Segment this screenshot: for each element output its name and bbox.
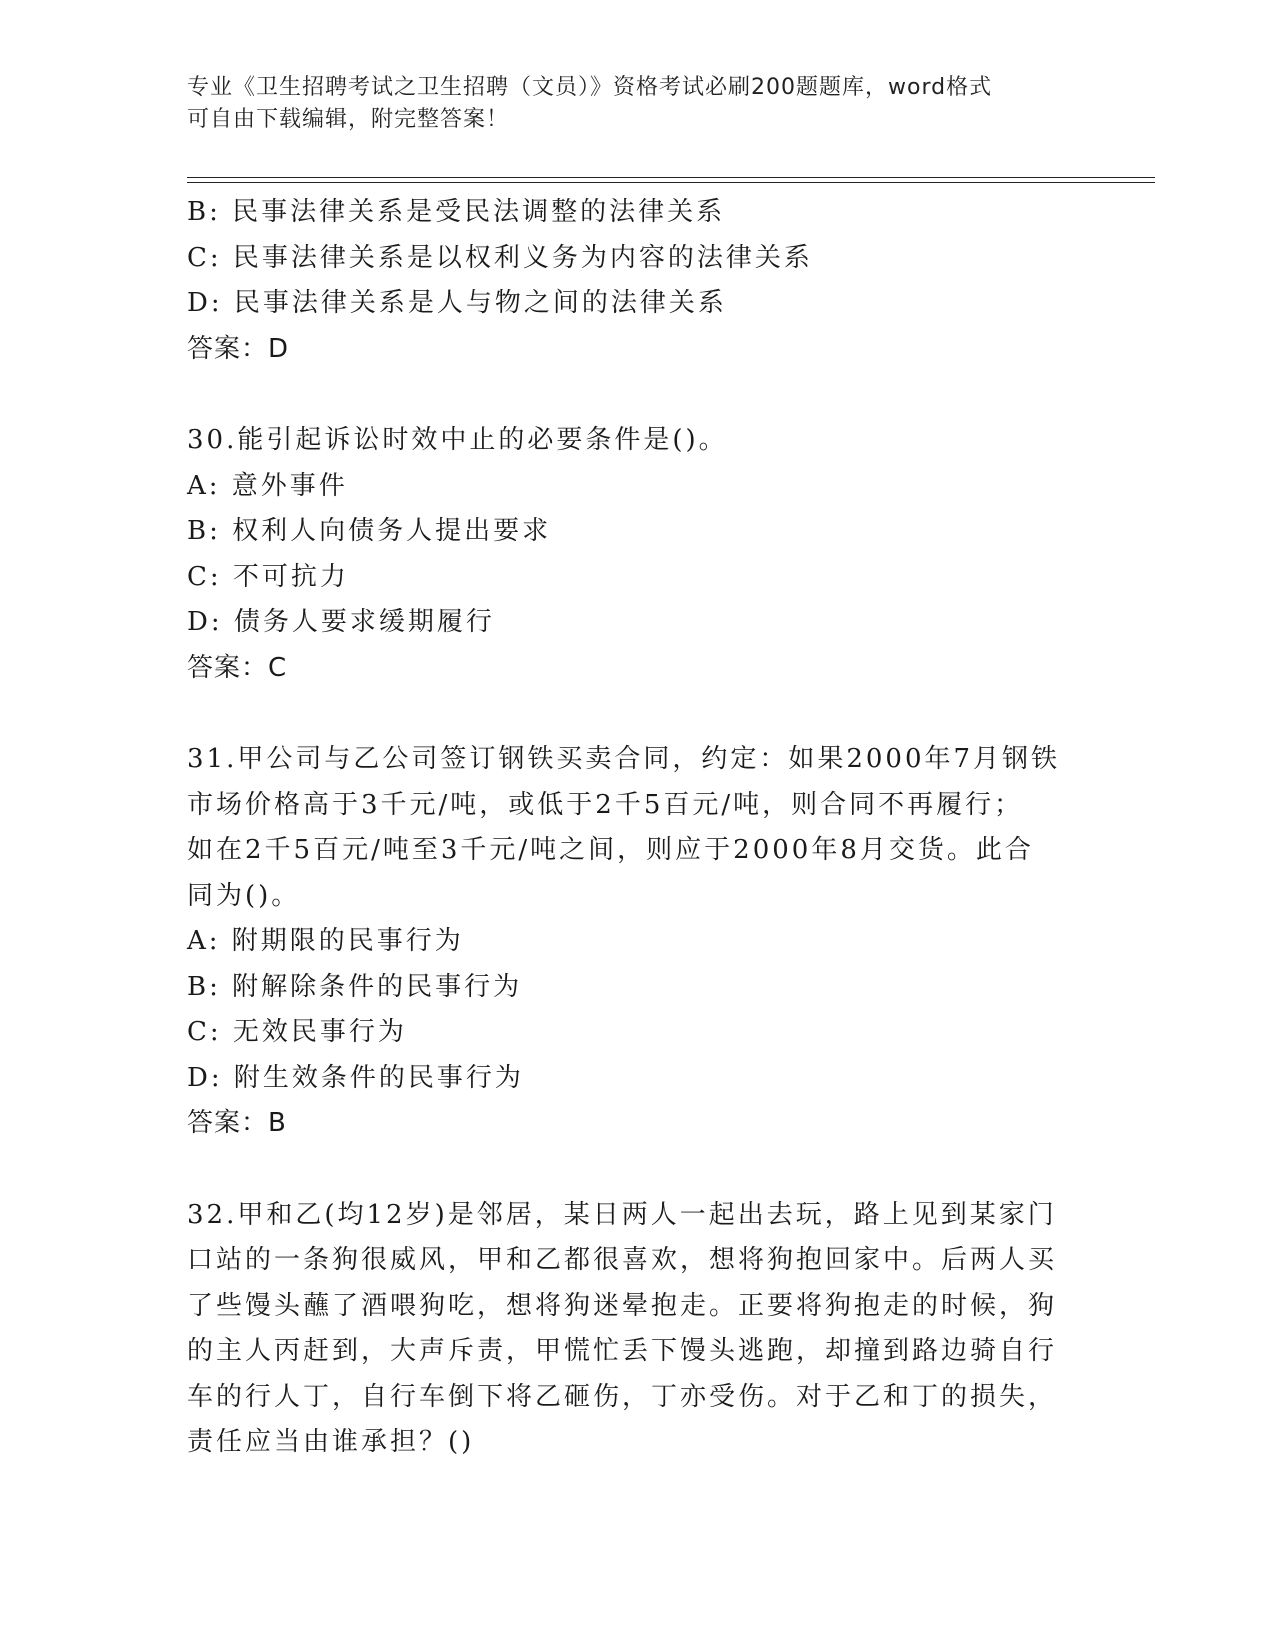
option-d: D: 债务人要求缓期履行 bbox=[187, 607, 495, 637]
question-30 bbox=[187, 418, 1087, 691]
document-header bbox=[187, 72, 1087, 136]
question-32 bbox=[187, 1193, 1087, 1466]
header-title-line-2: 可自由下载编辑，附完整答案！ bbox=[187, 107, 510, 132]
option-c: C: 不可抗力 bbox=[187, 561, 349, 592]
question-31 bbox=[187, 737, 1087, 1147]
question-content bbox=[187, 190, 1087, 1466]
question-spacer bbox=[187, 1147, 1087, 1193]
option-d: D: 民事法律关系是人与物之间的法律关系 bbox=[187, 288, 727, 318]
question-spacer bbox=[187, 691, 1087, 737]
option-c: C: 无效民事行为 bbox=[187, 1017, 407, 1047]
header-divider-top bbox=[187, 177, 1155, 178]
question-29-continued bbox=[187, 190, 1087, 372]
question-stem: 口站的一条狗很威风，甲和乙都很喜欢，想将狗抱回家中。后两人买 bbox=[187, 1245, 1058, 1275]
header-title-line-1: 专业《卫生招聘考试之卫生招聘（文员）》资格考试必刷200题题库，word格式 bbox=[187, 75, 993, 100]
question-stem: 30.能引起诉讼时效中止的必要条件是()。 bbox=[187, 425, 728, 455]
answer-text: 答案：D bbox=[187, 333, 290, 364]
option-a: A: 附期限的民事行为 bbox=[187, 926, 464, 956]
question-stem: 32.甲和乙(均12岁)是邻居，某日两人一起出去玩，路上见到某家门 bbox=[187, 1199, 1057, 1230]
question-stem: 车的行人丁，自行车倒下将乙砸伤，丁亦受伤。对于乙和丁的损失， bbox=[187, 1381, 1058, 1412]
option-c: C: 民事法律关系是以权利义务为内容的法律关系 bbox=[187, 242, 813, 273]
option-b: B: 附解除条件的民事行为 bbox=[187, 971, 523, 1002]
question-stem: 如在2千5百元/吨至3千元/吨之间，则应于2000年8月交货。此合 bbox=[187, 835, 1034, 865]
option-b: B: 民事法律关系是受民法调整的法律关系 bbox=[187, 197, 726, 227]
option-a: A: 意外事件 bbox=[187, 470, 348, 501]
question-stem: 了些馒头蘸了酒喂狗吃，想将狗迷晕抱走。正要将狗抱走的时候，狗 bbox=[187, 1290, 1058, 1321]
question-stem: 31.甲公司与乙公司签订钢铁买卖合同，约定：如果2000年7月钢铁 bbox=[187, 744, 1061, 774]
option-b: B: 权利人向债务人提出要求 bbox=[187, 516, 552, 546]
question-spacer bbox=[187, 372, 1087, 418]
option-d: D: 附生效条件的民事行为 bbox=[187, 1062, 524, 1093]
answer-text: 答案：C bbox=[187, 652, 288, 683]
question-stem: 的主人丙赶到，大声斥责，甲慌忙丢下馒头逃跑，却撞到路边骑自行 bbox=[187, 1336, 1058, 1366]
question-stem: 同为()。 bbox=[187, 880, 301, 911]
answer-text: 答案：B bbox=[187, 1108, 287, 1138]
question-stem: 责任应当由谁承担？() bbox=[187, 1427, 475, 1457]
question-stem: 市场价格高于3千元/吨，或低于2千5百元/吨，则合同不再履行； bbox=[187, 789, 1024, 820]
header-divider-bottom bbox=[187, 182, 1155, 183]
